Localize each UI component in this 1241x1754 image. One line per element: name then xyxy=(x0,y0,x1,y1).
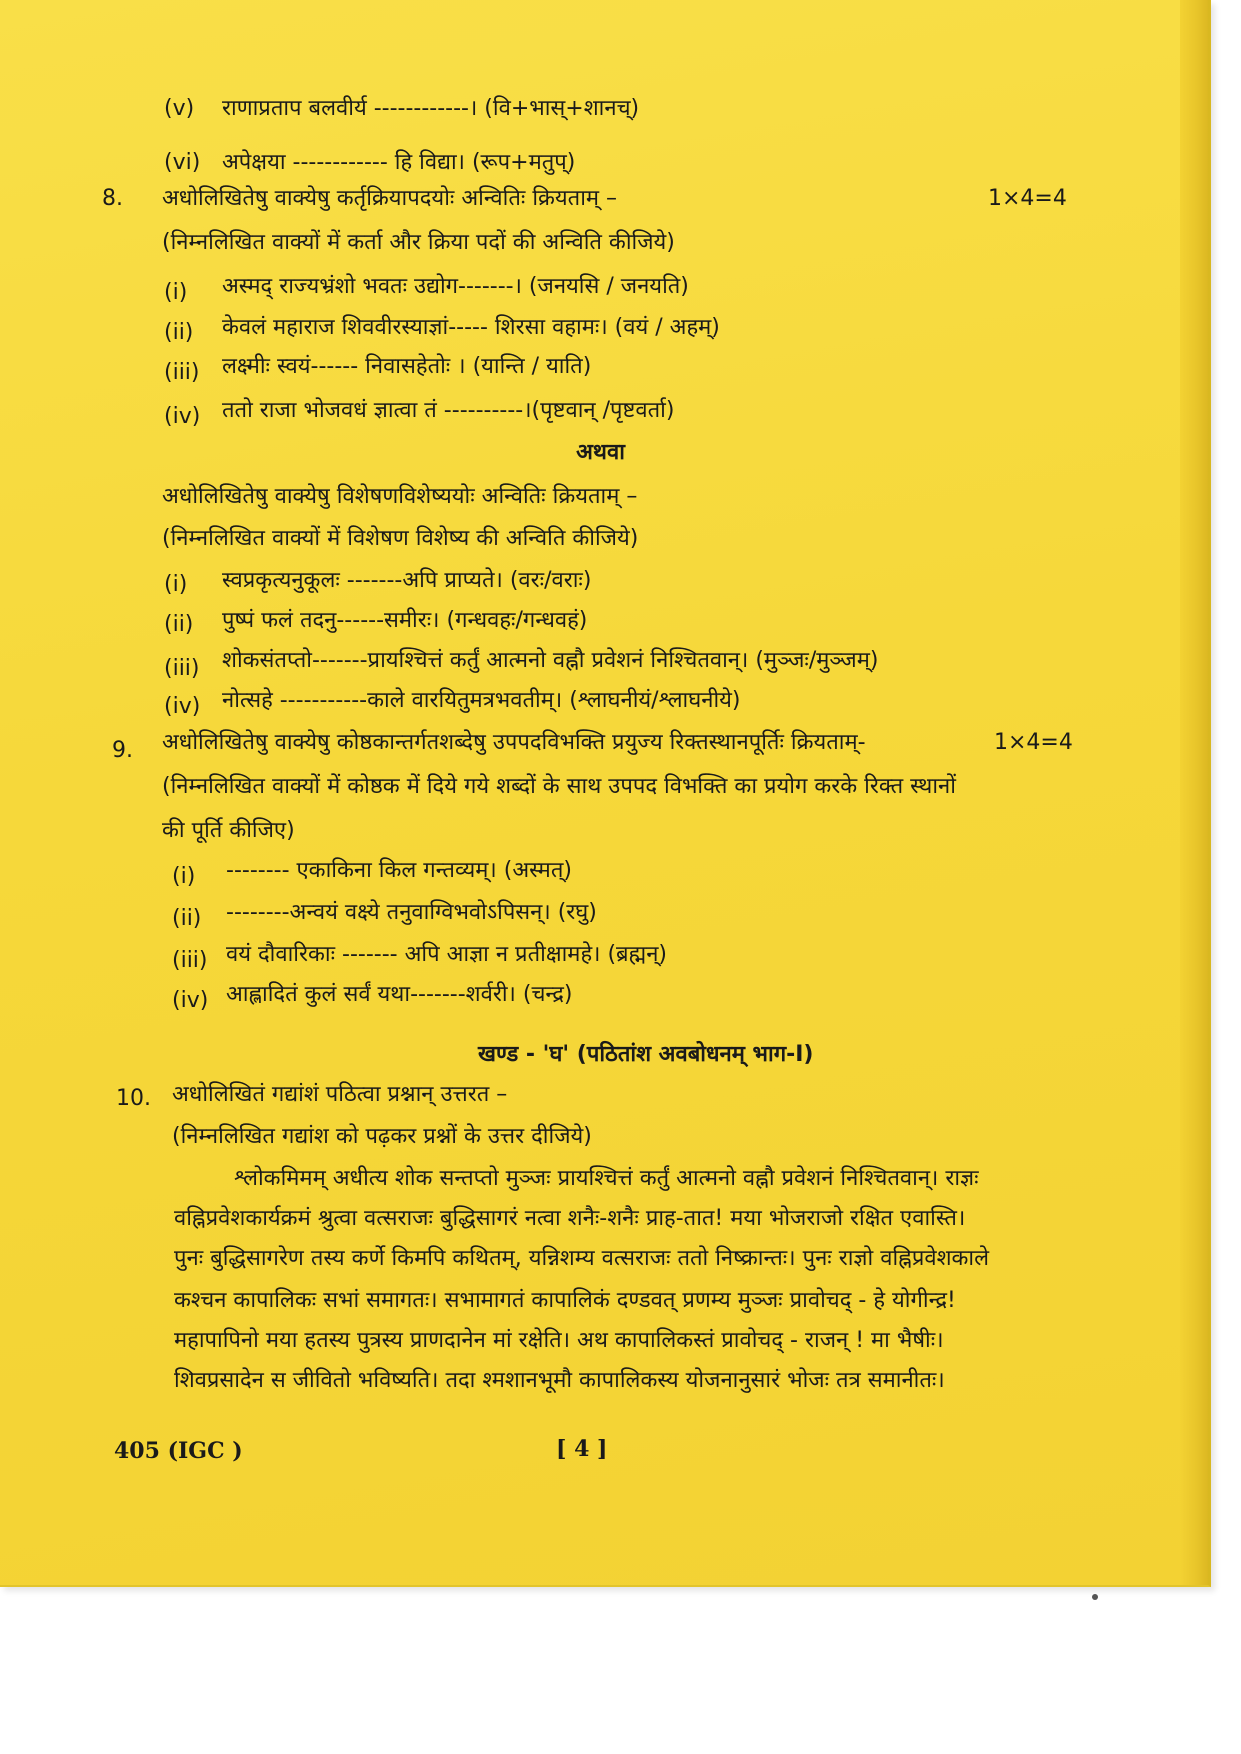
q8-alt-item-text: पुष्पं फलं तदनु------समीरः। (गन्धवहः/गन्धवहं) xyxy=(222,608,588,633)
page-number: [ 4 ] xyxy=(556,1436,608,1462)
q9-item-text: --------अन्वयं वक्ष्ये तनुवाग्विभवोऽपिसन्। (रघु) xyxy=(226,900,597,925)
q8-item-num: (iv) xyxy=(164,404,201,429)
paper-fold-edge xyxy=(1180,0,1208,1585)
q7-item-num: (v) xyxy=(164,96,195,121)
question-instruction: अधोलिखितेषु वाक्येषु कर्तृक्रियापदयोः अन्वितिः क्रियताम् – xyxy=(162,186,618,211)
q8-item-num: (i) xyxy=(164,280,188,305)
q9-item-text: वयं दौवारिकाः ------- अपि आज्ञा न प्रतीक्षामहे। (ब्रह्मन्) xyxy=(226,942,668,967)
alt-instruction-hindi: (निम्नलिखित वाक्यों में विशेषण विशेष्य की अन्विति कीजिये) xyxy=(162,526,639,551)
q9-item-num: (i) xyxy=(172,864,196,889)
section-heading: खण्ड - 'घ' (पठितांश अवबोधनम् भाग-I) xyxy=(478,1042,814,1067)
q8-item-text: केवलं महाराज शिववीरस्याज्ञां----- शिरसा वहामः। (वयं / अहम्) xyxy=(222,315,720,340)
passage-line: वह्निप्रवेशकार्यक्रमं श्रुत्वा वत्सराजः बुद्धिसागरं नत्वा शनैः-शनैः प्राह-तात! मया भोजराजो रक्षित एवास्ति। xyxy=(174,1206,966,1231)
q7-item-text: राणाप्रताप बलवीर्य ------------। (वि+भास्+शानच्) xyxy=(222,96,640,121)
q9-item-num: (iv) xyxy=(172,988,209,1013)
q7-item-text: अपेक्षया ------------ हि विद्या। (रूप+मतुप्) xyxy=(222,150,576,175)
passage-line: महापापिनो मया हतस्य पुत्रस्य प्राणदानेन मां रक्षेति। अथ कापालिकस्तं प्रावोचद् - राजन् ! मा भैषीः। xyxy=(174,1328,944,1353)
q8-alt-item-num: (ii) xyxy=(164,612,194,637)
q8-alt-item-num: (iv) xyxy=(164,694,201,719)
question-number: 8. xyxy=(102,186,123,211)
passage-line: श्लोकमिमम् अधीत्य शोक सन्तप्तो मुञ्जः प्रायश्चित्तं कर्तुं आत्मनो वह्नौ प्रवेशनं निश्चितवान्। राज्ञः xyxy=(234,1166,979,1191)
q8-item-num: (iii) xyxy=(164,360,200,385)
q9-item-num: (ii) xyxy=(172,906,202,931)
passage-line: पुनः बुद्धिसागरेण तस्य कर्णे किमपि कथितम्, यन्निशम्य वत्सराजः ततो निष्क्रान्तः। पुनः राज्ञो वह्निप्रवेशकाले xyxy=(174,1246,990,1271)
question-number: 9. xyxy=(112,738,133,763)
q8-alt-item-text: स्वप्रकृत्यनुकूलः -------अपि प्राप्यते। (वरः/वराः) xyxy=(222,568,592,593)
scan-speck xyxy=(1092,1594,1098,1600)
q9-item-text: -------- एकाकिना किल गन्तव्यम्। (अस्मत्) xyxy=(226,858,572,883)
q8-alt-item-text: शोकसंतप्तो-------प्रायश्चित्तं कर्तुं आत्मनो वह्नौ प्रवेशनं निश्चितवान्। (मुञ्जः/मुञ्जम्) xyxy=(222,648,879,673)
question-marks: 1×4=4 xyxy=(994,730,1073,755)
question-marks: 1×4=4 xyxy=(988,186,1067,211)
q8-alt-item-num: (i) xyxy=(164,572,188,597)
question-instruction: अधोलिखितं गद्यांशं पठित्वा प्रश्नान् उत्तरत – xyxy=(172,1082,508,1107)
alt-instruction: अधोलिखितेषु वाक्येषु विशेषणविशेष्ययोः अन्वितिः क्रियताम् – xyxy=(162,484,638,509)
q7-item-num: (vi) xyxy=(164,150,201,175)
question-number: 10. xyxy=(116,1086,151,1111)
q8-item-num: (ii) xyxy=(164,320,194,345)
q8-item-text: अस्मद् राज्यभ्रंशो भवतः उद्योग-------। (जनयसि / जनयति) xyxy=(222,274,689,299)
question-instruction-hindi: (निम्नलिखित वाक्यों में कोष्ठक में दिये गये शब्दों के साथ उपपद विभक्ति का प्रयोग करके रिक्त स्थानों xyxy=(162,774,956,799)
q9-item-num: (iii) xyxy=(172,948,208,973)
question-instruction: अधोलिखितेषु वाक्येषु कोष्ठकान्तर्गतशब्देषु उपपदविभक्ति प्रयुज्य रिक्तस्थानपूर्तिः क्रियताम्- xyxy=(162,730,866,755)
passage-line: कश्चन कापालिकः सभां समागतः। सभामागतं कापालिकं दण्डवत् प्रणम्य मुञ्जः प्रावोचद् - हे योगीन्द्र! xyxy=(174,1288,956,1313)
passage-line: शिवप्रसादेन स जीवितो भविष्यति। तदा श्मशानभूमौ कापालिकस्य योजनानुसारं भोजः तत्र समानीतः। xyxy=(174,1368,945,1393)
or-label: अथवा xyxy=(576,440,625,465)
q8-alt-item-text: नोत्सहे -----------काले वारयितुमत्रभवतीम्। (श्लाघनीयं/श्लाघनीये) xyxy=(222,688,741,713)
paper-code: 405 (IGC ) xyxy=(114,1438,243,1464)
question-instruction-hindi: (निम्नलिखित गद्यांश को पढ़कर प्रश्नों के उत्तर दीजिये) xyxy=(172,1124,592,1149)
question-instruction-hindi-cont: की पूर्ति कीजिए) xyxy=(162,818,295,843)
q8-alt-item-num: (iii) xyxy=(164,656,200,681)
q8-item-text: ततो राजा भोजवधं ज्ञात्वा तं ----------।(पृष्टवान् /पृष्टवर्ता) xyxy=(222,398,675,423)
question-instruction-hindi: (निम्नलिखित वाक्यों में कर्ता और क्रिया पदों की अन्विति कीजिये) xyxy=(162,230,675,255)
q8-item-text: लक्ष्मीः स्वयं------ निवासहेतोः । (यान्ति / याति) xyxy=(222,354,592,379)
q9-item-text: आह्लादितं कुलं सर्वं यथा-------शर्वरी। (चन्द्र) xyxy=(226,982,573,1007)
